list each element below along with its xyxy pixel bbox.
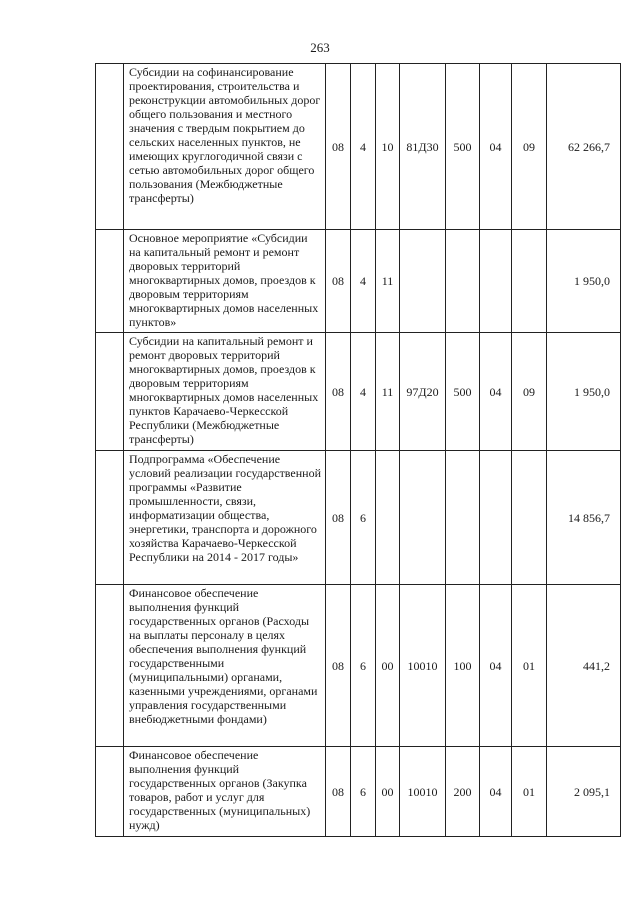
blank-cell <box>96 230 124 333</box>
item-name: Финансовое обеспечение выполнения функций государственных органов (Закупка товаров, работ и услуг для государственных (муниципальных) нужд) <box>124 747 326 837</box>
table-row <box>96 585 621 747</box>
table-row <box>96 747 621 837</box>
code-cell: 97Д20 <box>400 333 446 451</box>
code-cell: 10010 <box>400 747 446 837</box>
budget-table <box>95 63 621 837</box>
code-cell: 01 <box>512 585 547 747</box>
amount-cell: 1 950,0 <box>547 333 621 451</box>
blank-cell <box>96 585 124 747</box>
table-row <box>96 64 621 230</box>
blank-cell <box>96 747 124 837</box>
code-cell: 4 <box>351 64 376 230</box>
amount-cell: 14 856,7 <box>547 451 621 585</box>
code-cell: 08 <box>326 451 351 585</box>
page-number: 263 <box>310 40 330 55</box>
code-cell <box>512 230 547 333</box>
table-row <box>96 230 621 333</box>
code-cell <box>400 451 446 585</box>
code-cell: 01 <box>512 747 547 837</box>
item-name: Основное мероприятие «Субсидии на капитальный ремонт и ремонт дворовых территорий многоквартирных домов, проездов к дворовым территориям многоквартирных домов населенных пунктов» <box>124 230 326 333</box>
code-cell: 00 <box>376 585 400 747</box>
code-cell <box>446 230 480 333</box>
code-cell: 04 <box>480 747 512 837</box>
code-cell: 500 <box>446 64 480 230</box>
amount-cell: 441,2 <box>547 585 621 747</box>
code-cell: 10 <box>376 64 400 230</box>
code-cell: 04 <box>480 585 512 747</box>
table-row <box>96 333 621 451</box>
code-cell: 08 <box>326 585 351 747</box>
table-row <box>96 451 621 585</box>
code-cell <box>400 230 446 333</box>
blank-cell <box>96 64 124 230</box>
code-cell: 4 <box>351 230 376 333</box>
amount-cell: 62 266,7 <box>547 64 621 230</box>
code-cell: 08 <box>326 747 351 837</box>
code-cell <box>480 230 512 333</box>
code-cell: 500 <box>446 333 480 451</box>
amount-cell: 2 095,1 <box>547 747 621 837</box>
code-cell <box>480 451 512 585</box>
code-cell: 6 <box>351 747 376 837</box>
code-cell: 00 <box>376 747 400 837</box>
code-cell: 08 <box>326 64 351 230</box>
item-name: Подпрограмма «Обеспечение условий реализации государственной программы «Развитие промышленности, связи, информатизации общества, энергетики, транспорта и дорожного хозяйства Карачаево-Черкесской Республики на 2014 - 2017 годы» <box>124 451 326 585</box>
item-name: Субсидии на капитальный ремонт и ремонт дворовых территорий многоквартирных домов, проездов к дворовым территориям многоквартирных домов населенных пунктов Карачаево-Черкесской Республики (Межбюджетные трансферты) <box>124 333 326 451</box>
code-cell: 04 <box>480 64 512 230</box>
code-cell: 09 <box>512 64 547 230</box>
blank-cell <box>96 333 124 451</box>
code-cell: 04 <box>480 333 512 451</box>
item-name: Финансовое обеспечение выполнения функций государственных органов (Расходы на выплаты персоналу в целях обеспечения выполнения функций государственными (муниципальными) органами, казенными учреждениями, органами управления государственными внебюджетными фондами) <box>124 585 326 747</box>
code-cell: 09 <box>512 333 547 451</box>
code-cell: 6 <box>351 585 376 747</box>
code-cell: 08 <box>326 333 351 451</box>
code-cell: 08 <box>326 230 351 333</box>
code-cell: 81Д30 <box>400 64 446 230</box>
code-cell: 11 <box>376 333 400 451</box>
code-cell: 6 <box>351 451 376 585</box>
code-cell: 10010 <box>400 585 446 747</box>
code-cell: 4 <box>351 333 376 451</box>
blank-cell <box>96 451 124 585</box>
code-cell <box>376 451 400 585</box>
code-cell: 11 <box>376 230 400 333</box>
amount-cell: 1 950,0 <box>547 230 621 333</box>
code-cell: 100 <box>446 585 480 747</box>
code-cell <box>512 451 547 585</box>
code-cell: 200 <box>446 747 480 837</box>
item-name: Субсидии на софинансирование проектирования, строительства и реконструкции автомобильных дорог общего пользования и местного значения с твердым покрытием до сельских населенных пунктов, не имеющих круглогодичной связи с сетью автомобильных дорог общего пользования (Межбюджетные трансферты) <box>124 64 326 230</box>
code-cell <box>446 451 480 585</box>
